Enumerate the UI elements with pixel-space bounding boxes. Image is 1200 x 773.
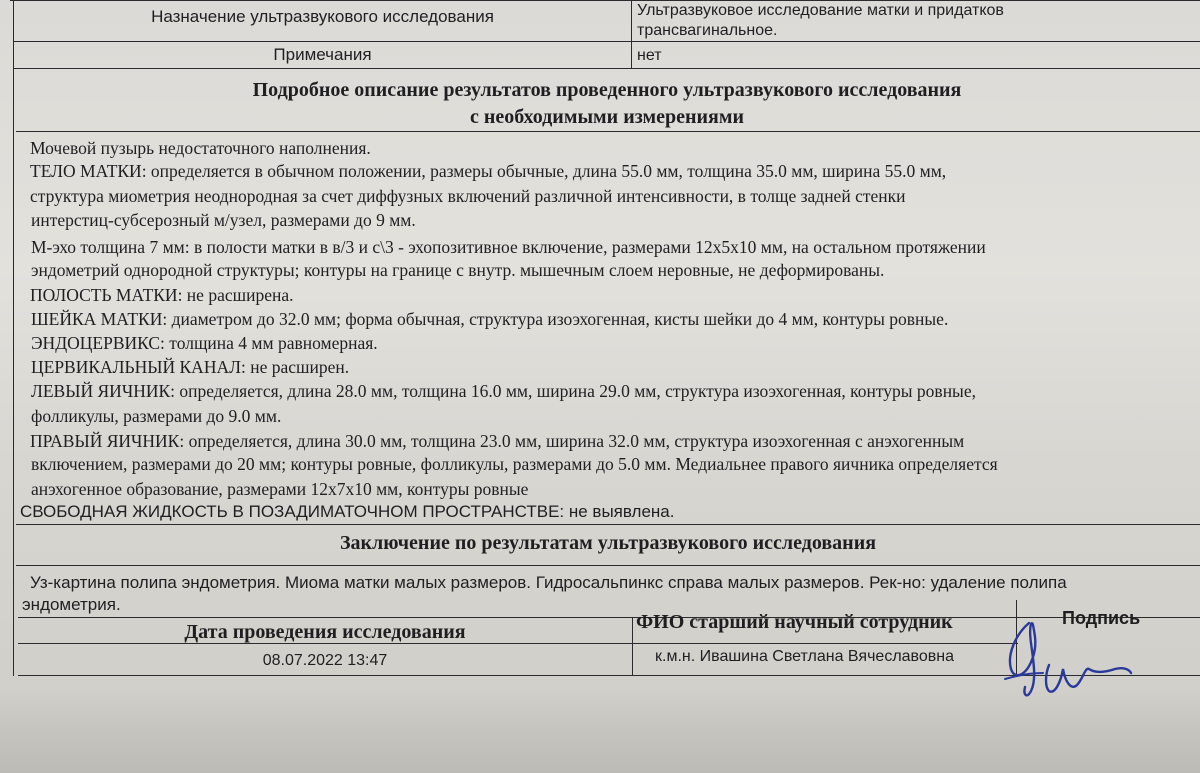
row-divider-5 bbox=[16, 565, 1200, 566]
table-left-border bbox=[13, 0, 14, 676]
row-divider-1 bbox=[14, 41, 1200, 42]
finding-line: ШЕЙКА МАТКИ: диаметром до 32.0 мм; форма обычная, структура изоэхогенная, кисты шейки до 4 мм, контуры ровные. bbox=[31, 309, 949, 329]
finding-line: фолликулы, размерами до 9.0 мм. bbox=[31, 406, 282, 426]
signature-header: Подпись bbox=[1062, 608, 1141, 628]
finding-line: включением, размерами до 20 мм; контуры ровные, фолликулы, размерами до 5.0 мм. Медиальнее правого яичника определяется bbox=[31, 454, 998, 474]
notes-label: Примечания bbox=[273, 45, 372, 64]
finding-line: ТЕЛО МАТКИ: определяется в обычном положении, размеры обычные, длина 55.0 мм, толщина 35.0 мм, ширина 55.0 мм, bbox=[30, 161, 947, 181]
purpose-value-line-2: трансвагинальное. bbox=[637, 22, 778, 39]
finding-line: М-эхо толщина 7 мм: в полости матки в в/3 и с\3 - эхопозитивное включение, размерами 12х5х10 мм, на остальном протяжении bbox=[31, 237, 986, 257]
detail-title-line-2: с необходимыми измерениями bbox=[470, 106, 744, 128]
purpose-label: Назначение ультразвукового исследования bbox=[151, 7, 494, 26]
detail-title-line-1: Подробное описание результатов проведенного ультразвукового исследования bbox=[252, 79, 962, 101]
finding-line: интерстиц-субсерозный м/узел, размерами до 9 мм. bbox=[31, 210, 416, 230]
row-divider-4 bbox=[16, 524, 1200, 525]
doctor-value: к.м.н. Ивашина Светлана Вячеславовна bbox=[655, 648, 954, 665]
finding-line: ПРАВЫЙ ЯИЧНИК: определяется, длина 30.0 мм, толщина 23.0 мм, ширина 32.0 мм, структура изоэхогенная с анэхогенным bbox=[30, 431, 965, 451]
finding-line: ЛЕВЫЙ ЯИЧНИК: определяется, длина 28.0 мм, толщина 16.0 мм, ширина 29.0 мм, структура изоэхогенная, контуры ровные, bbox=[31, 381, 976, 401]
date-header: Дата проведения исследования bbox=[184, 621, 466, 643]
date-value: 08.07.2022 13:47 bbox=[262, 652, 388, 669]
doctor-header: ФИО старший научный сотрудник bbox=[636, 611, 953, 633]
conclusion-line-2: эндометрия. bbox=[22, 595, 121, 614]
finding-line: ПОЛОСТЬ МАТКИ: не расширена. bbox=[30, 285, 294, 305]
footer-column-divider-1 bbox=[632, 617, 633, 675]
row-divider-3 bbox=[16, 131, 1200, 132]
finding-line: анэхогенное образование, размерами 12х7х10 мм, контуры ровные bbox=[31, 479, 529, 499]
conclusion-line-1: Уз-картина полипа эндометрия. Миома матки малых размеров. Гидросальпинкс справа малых размеров. Рек-но: удаление полипа bbox=[30, 573, 1067, 592]
finding-line: эндометрий однородной структуры; контуры на границе с внутр. мышечным слоем неровные, не деформированы. bbox=[31, 260, 885, 280]
row-divider-2 bbox=[14, 68, 1200, 69]
conclusion-title: Заключение по результатам ультразвукового исследования bbox=[339, 532, 877, 554]
table-top-line bbox=[10, 0, 1200, 1]
finding-line: структура миометрия неоднородная за счет диффузных включений различной интенсивности, в толще задней стенки bbox=[30, 186, 906, 206]
finding-line: ЭНДОЦЕРВИКС: толщина 4 мм равномерная. bbox=[31, 333, 378, 353]
purpose-value-line-1: Ультразвуковое исследование матки и придатков bbox=[637, 2, 1004, 19]
row-divider-7 bbox=[18, 643, 1018, 644]
notes-value: нет bbox=[637, 47, 662, 64]
finding-line: ЦЕРВИКАЛЬНЫЙ КАНАЛ: не расширен. bbox=[31, 357, 350, 377]
header-column-divider bbox=[631, 0, 632, 69]
finding-line: СВОБОДНАЯ ЖИДКОСТЬ В ПОЗАДИМАТОЧНОМ ПРОСТРАНСТВЕ: не выявлена. bbox=[20, 502, 675, 521]
handwritten-signature bbox=[985, 595, 1135, 715]
finding-line: Мочевой пузырь недостаточного наполнения. bbox=[30, 138, 371, 158]
